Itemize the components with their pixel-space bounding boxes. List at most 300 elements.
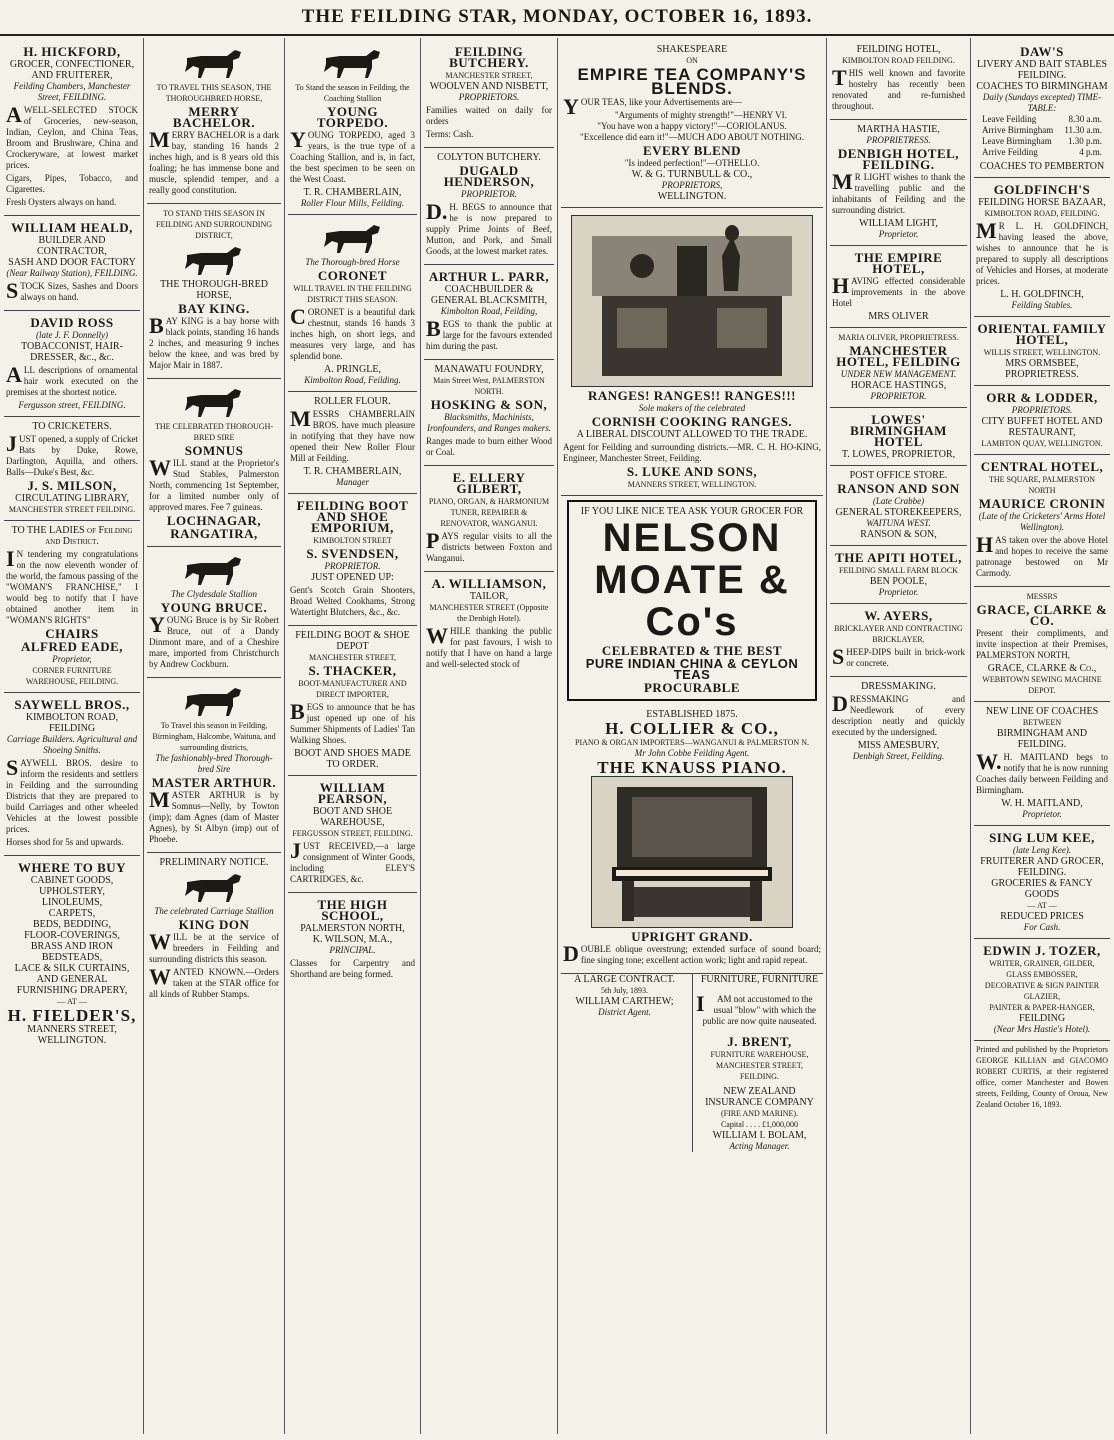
ad-address: Main Street West, PALMERSTON NORTH.	[433, 376, 545, 396]
ad-role: District Agent.	[598, 1007, 651, 1017]
ad-address: LAMBTON QUAY, WELLINGTON.	[981, 439, 1103, 448]
ad-nelson-moate	[567, 500, 817, 701]
horse-icon	[318, 46, 388, 80]
ad-name: T. LOWES, PROPRIETOR,	[841, 449, 956, 460]
ad-body: WHILE thanking the public for past favours, I wish to notify that I have on hand a large and well-selected stock of	[426, 623, 552, 669]
ad-on: ON	[686, 56, 698, 65]
ad-empire-tea	[561, 40, 823, 208]
ad-saywell	[4, 693, 140, 856]
ad-address: KIMBOLTON ROAD, FEILDING	[25, 712, 119, 734]
ad-somnus	[147, 379, 281, 547]
column-6	[830, 40, 967, 1432]
ad-williamson	[424, 572, 554, 677]
ad-name: ALFRED EADE,	[20, 639, 124, 654]
ad-thacker	[288, 626, 417, 776]
timetable-time: 8.30 a.m.	[1068, 114, 1102, 124]
timetable-stop: Arrive Birmingham	[982, 125, 1054, 135]
list-item: UPHOLSTERY,	[39, 886, 105, 897]
ad-sub: The celebrated Carriage Stallion	[154, 906, 274, 916]
ad-title: LOWES' BIRMINGHAM HOTEL	[850, 412, 947, 449]
ad-sub: EVERY BLEND	[642, 143, 742, 158]
ad-trade: CIRCULATING LIBRARY,	[15, 493, 129, 504]
ad-name: MASTER ARTHUR.	[151, 775, 277, 790]
ad-sign: WILLIAM LIGHT,	[859, 218, 938, 229]
ad-address: MANCHESTER STREET FEILDING.	[8, 505, 136, 514]
ad-parr	[424, 265, 554, 360]
ad-heald	[4, 216, 140, 311]
ad-name: WOOLVEN AND NISBETT,	[429, 81, 549, 92]
ad-address: Kimbolton Road, Feilding.	[304, 375, 401, 385]
ad-cricketers	[4, 417, 140, 521]
ad-sign: T. R. CHAMBERLAIN,	[303, 466, 402, 477]
ad-sign: A. PRINGLE,	[324, 364, 381, 375]
ad-at: — AT —	[57, 997, 87, 1006]
ad-maitland	[974, 702, 1110, 826]
ad-discount: A LIBERAL DISCOUNT ALLOWED TO THE TRADE.	[576, 429, 808, 440]
ad-name: RANSON AND SON	[837, 481, 960, 496]
horse-icon	[179, 243, 249, 277]
ad-title: CENTRAL HOTEL,	[980, 459, 1104, 474]
ad-daws-stables	[974, 40, 1110, 178]
ad-title: DRESSMAKING.	[861, 681, 936, 692]
ad-sign: HORACE HASTINGS,	[850, 380, 947, 391]
ad-date: 5th July, 1893.	[600, 986, 649, 995]
ad-title: TO CRICKETERS.	[32, 421, 112, 432]
ad-body: MR LIGHT wishes to thank the travelling public and the inhabitants of Feilding and the surrounding district.	[832, 169, 965, 215]
ad-pre: MESSRS	[1026, 592, 1058, 601]
ad-body: HAS taken over the above Hotel and hopes to receive the same patronage bestowed on Mr Carmody.	[976, 532, 1108, 578]
table-row	[976, 136, 1108, 147]
ad-large-contract	[561, 974, 688, 1152]
ad-name: BEN POOLE,	[869, 576, 928, 587]
ad-title: To Stand the season in Feilding, the Coaching Stallion	[295, 83, 410, 103]
ad-coronet	[288, 215, 417, 392]
ad-sub: (Near Mrs Hastie's Hotel).	[993, 1024, 1091, 1034]
ad-address: WEBBTOWN SEWING MACHINE DEPOT.	[982, 675, 1102, 695]
ad-sub: FEILDING SMALL FARM BLOCK	[839, 566, 958, 575]
ad-title: WILLIAM HEALD,	[11, 220, 133, 235]
ad-address: KIMBOLTON ROAD FEILDING.	[842, 56, 955, 65]
ad-title: ROLLER FLOUR.	[314, 396, 391, 407]
ad-role: Proprietor.	[878, 587, 919, 597]
ad-title: FURNITURE, FURNITURE	[700, 974, 819, 985]
ad-sub: For Cash.	[1023, 922, 1061, 932]
ad-name: YOUNG TORPEDO.	[316, 104, 389, 130]
ad-title: THE EMPIRE HOTEL,	[854, 250, 943, 276]
ad-name: GRACE, CLARKE & CO.	[976, 602, 1108, 628]
ad-sign: RANSON & SON,	[860, 529, 937, 540]
ad-title: FEILDING HOTEL,	[856, 44, 941, 55]
timetable-time: 1.30 p.m.	[1067, 136, 1102, 146]
ad-role: PROPRIETOR.	[870, 391, 927, 401]
horse-icon	[318, 221, 388, 255]
ad-body: BEGS to thank the public at large for the favours extended him during the past.	[426, 316, 552, 351]
ad-title: ORIENTAL FAMILY HOTEL,	[977, 321, 1107, 347]
ad-name: DAW'S	[1020, 44, 1064, 59]
ad-sign: WILLIAM CARTHEW;	[575, 996, 674, 1007]
ad-title: J. S. MILSON,	[27, 478, 117, 493]
ad-quote: "You have won a happy victory!"—CORIOLANUS.	[597, 121, 787, 131]
ad-sign: W. H. MAITLAND,	[1001, 798, 1083, 809]
ad-body: GROCERIES & FANCY GOODS	[991, 878, 1093, 900]
ad-manawatu-foundry	[424, 360, 554, 466]
ad-body: CORONET is a beautiful dark chestnut, stands 16 hands 3 inches high, on short legs, and measures very large, and has splendid bone.	[290, 304, 415, 361]
ad-name: EDWIN J. TOZER,	[983, 943, 1101, 958]
ad-kicker: IF YOU LIKE NICE TEA ASK YOUR GROCER FOR	[580, 506, 804, 517]
ad-body: DOUBLE oblique overstrung; extended surface of sound board; fine singing tone; excellent action work; light and rapid repeat.	[563, 941, 821, 966]
ad-sub: (Late Crabbe)	[872, 496, 925, 506]
ad-sub: Sole makers of the celebrated	[638, 403, 746, 413]
ad-body: Ranges made to burn either Wood or Coal.	[426, 436, 552, 457]
ad-role: PROPRIETORS.	[458, 92, 520, 102]
ad-sub: WILL TRAVEL IN THE FEILDING DISTRICT THIS SEASON.	[293, 284, 412, 304]
ad-sub: BOOT AND SHOES MADE TO ORDER.	[294, 748, 411, 770]
ad-address: WAITUNA WEST.	[866, 518, 931, 528]
ad-address: Roller Flour Mills, Feilding.	[300, 198, 405, 208]
ad-body: WANTED KNOWN.—Orders taken at the STAR office for all kinds of Rubber Stamps.	[149, 964, 279, 999]
ad-est: ESTABLISHED 1875.	[646, 709, 738, 720]
ad-name: MARTHA HASTIE,	[857, 124, 940, 135]
ad-body: YOUNG Bruce is by Sir Robert Bruce, out of a Dandy Dinmont mare, and of a Cheshire mare, imported from Christchurch by Andrew Cockburn.	[149, 612, 279, 669]
ad-trade: WRITER, GRAINER, GILDER, GLASS EMBOSSER,	[989, 959, 1095, 979]
ad-title: MANCHESTER HOTEL, FEILDING	[836, 343, 961, 369]
horse-icon	[179, 46, 249, 80]
ad-address: Feilding Chambers, Manchester Street, FEILDING.	[13, 81, 131, 102]
ad-address: KIMBOLTON STREET	[313, 536, 392, 545]
ad-body: JUST opened, a supply of Cricket Bats by Duke, Rowe, Darlington, Aquilla, and others. Balls—Duke's Best, &c.	[6, 431, 138, 477]
ad-sub: The fashionably-bred Thorough-bred Sire	[155, 753, 273, 774]
ad-sub: POST OFFICE STORE.	[849, 470, 948, 481]
ad-address: Kimbolton Road, Feilding,	[440, 306, 538, 316]
ad-title: SAYWELL BROS.,	[14, 697, 130, 712]
ad-master-arthur	[147, 678, 281, 853]
ad-title: COACHES TO BIRMINGHAM	[976, 81, 1108, 92]
horse-icon	[179, 684, 249, 718]
ad-body: Fresh Oysters always on hand.	[6, 197, 117, 207]
ad-title: The Clydesdale Stallion	[171, 589, 257, 599]
ad-cornish-ranges	[561, 208, 823, 496]
column-2	[147, 40, 281, 1432]
ad-ladies	[4, 521, 140, 693]
timetable-stop: Leave Birmingham	[982, 136, 1052, 146]
ad-trade: BUILDER AND CONTRACTOR,	[36, 235, 108, 257]
ad-body: IN tendering my congratulations on the now eleventh wonder of the world, the famous passing of the "WOMAN'S FRANCHISE," I would beg to notify that I have obtained another item in "WOMAN'S RIGHTS"	[6, 546, 138, 625]
ad-tozer	[974, 939, 1110, 1041]
ad-trade: LIVERY AND BAIT STABLES FEILDING.	[976, 59, 1108, 81]
ad-title: THE KNAUSS PIANO.	[597, 758, 787, 777]
ad-body: JUST RECEIVED,—a large consignment of Winter Goods, including ELEY'S CARTRIDGES, &c.	[290, 838, 415, 884]
masthead	[0, 0, 1114, 36]
ad-body: Families waited on daily for orders	[426, 105, 552, 126]
ad-body: BAY KING is a bay horse with black points, standing 16 hands 2 inches, and measuring 9 inches below the knee, and was bred by Major Mair in 1887.	[149, 313, 279, 370]
ad-title: CORNISH COOKING RANGES.	[591, 414, 793, 429]
ad-name: H. COLLIER & CO.,	[605, 719, 779, 738]
list-item: BEDS, BEDDING,	[32, 919, 112, 930]
ad-sub: THE THOROUGH-BRED HORSE,	[160, 279, 268, 301]
ad-title: NEW ZEALAND INSURANCE COMPANY	[705, 1086, 814, 1108]
piano-illustration	[591, 776, 793, 928]
ad-name: W. & G. TURNBULL & CO.,	[631, 169, 753, 180]
ad-address: Denbigh Street, Feilding.	[852, 751, 945, 761]
ad-name: HOSKING & SON,	[430, 397, 548, 412]
ad-sub: FEILDING HORSE BAZAAR,	[978, 197, 1106, 208]
ad-name: S. LUKE AND SONS,	[626, 464, 758, 479]
ad-title: TO TRAVEL THIS SEASON, THE THOROUGHBRED HORSE,	[156, 83, 272, 103]
ad-body: Terms: Cash.	[426, 129, 474, 139]
ad-city: WELLINGTON.	[37, 1035, 107, 1046]
ad-city-buffet	[974, 386, 1110, 455]
table-row	[976, 114, 1108, 125]
ad-title: To Travel this season in Feilding, Birmingham, Halcombe, Waituna, and surrounding districts,	[152, 721, 276, 752]
ad-sub: PROCURABLE	[643, 680, 740, 695]
ad-trade: BOOT AND SHOE WAREHOUSE,	[312, 806, 393, 828]
ad-quote: "Is indeed perfection!"—OTHELLO.	[624, 158, 760, 168]
ad-body: D.H. BEGS to announce that he is now prepared to supply Prime Joints of Beef, Mutton, and Pork, and Small Goods, at the lowest market rates.	[426, 199, 552, 256]
ad-body: MERRY BACHELOR is a dark bay, standing 16 hands 2 inches high, and is 8 years old this foaling; he has immense bone and muscle, splendid temper, and a really good constitution.	[149, 127, 279, 195]
table-row	[976, 125, 1108, 136]
ad-body: Gent's Scotch Grain Shooters, Broad Welted Cookhams, Strong Watertight Blutchers, &c., &c.	[290, 585, 415, 617]
ad-body: MASTER ARTHUR is by Somnus—Nelly, by Towton (imp); dam Agnes (dam of Master Agnes), by St Albyn (imp) out of Phoebe.	[149, 787, 279, 844]
ad-merry-bachelor	[147, 40, 281, 204]
ad-body: MR L. H. GOLDFINCH, having leased the above, wishes to announce that he is prepared to supply all descriptions of Vehicles and Horses, at moderate prices.	[976, 218, 1108, 286]
ad-name: MISS AMESBURY,	[857, 740, 940, 751]
ad-title: THE APITI HOTEL,	[835, 550, 962, 565]
ad-grace-clarke	[974, 587, 1110, 702]
ad-title: FEILDING BOOT & SHOE DEPOT	[295, 630, 410, 652]
ad-hickford	[4, 40, 140, 216]
ad-role: Feilding Stables.	[1011, 300, 1073, 310]
ad-name: MAURICE CRONIN	[978, 496, 1106, 511]
ad-sub: COACHES TO PEMBERTON	[979, 161, 1105, 172]
horse-icon	[179, 553, 249, 587]
ad-trade: BOOT-MANUFACTURER AND DIRECT IMPORTER,	[298, 679, 407, 699]
ad-title: FEILDING BOOT AND SHOE EMPORIUM,	[296, 498, 409, 535]
timetable-stop: Leave Feilding	[982, 114, 1037, 124]
ad-role: PRINCIPAL.	[329, 945, 376, 955]
ad-body: YOUR TEAS, like your Advertisements are—	[563, 94, 742, 119]
list-item: CABINET GOODS,	[30, 875, 114, 886]
column-rule	[420, 38, 421, 1434]
ad-denbigh-hotel	[830, 120, 967, 246]
ad-body: PAYS regular visits to all the districts between Foxton and Wanganui.	[426, 528, 552, 563]
ad-role: Proprietor.	[878, 229, 919, 239]
ad-title: GOLDFINCH'S	[993, 182, 1091, 197]
ad-young-torpedo	[288, 40, 417, 215]
ad-title: WHERE TO BUY	[17, 860, 127, 875]
ad-address: FEILDING.	[1017, 867, 1067, 878]
ad-title: EMPIRE TEA COMPANY'S	[577, 65, 807, 84]
ad-title: BLENDS.	[651, 79, 733, 98]
ad-ranson	[830, 466, 967, 546]
ad-high-school	[288, 893, 417, 987]
ad-young-bruce	[147, 547, 281, 678]
ad-address: MANCHESTER STREET, FEILDING.	[716, 1061, 803, 1081]
ad-caption: RANGES! RANGES!! RANGES!!!	[587, 388, 796, 403]
ad-sign: T. R. CHAMBERLAIN,	[303, 187, 402, 198]
ad-body: YOUNG TORPEDO, aged 3 years, is the true type of a Coaching Stallion, and is, in fact, the best specimen to be seen on the West Coast.	[290, 127, 415, 184]
ad-body: WILL be at the service of breeders in Feilding and surrounding districts this season.	[149, 929, 279, 964]
ad-brent	[692, 974, 823, 1152]
ad-role: Acting Manager.	[729, 1141, 790, 1151]
column-7	[974, 40, 1110, 1432]
ad-trade: TOBACCONIST, HAIR-DRESSER, &c., &c.	[21, 341, 123, 363]
table-row	[976, 147, 1108, 158]
ad-address: MANCHESTER STREET (Opposite the Denbigh Hotel).	[429, 603, 549, 623]
ad-name: H. FIELDER'S,	[7, 1006, 137, 1025]
ad-title: FEILDING BUTCHERY.	[449, 44, 529, 70]
ad-at: — AT —	[1027, 901, 1057, 910]
ad-bay-king	[147, 204, 281, 379]
imprint: Printed and published by the Proprietors GEORGE KILLIAN and GIACOMO ROBERT CURTIS, at their registered office, corner Manchester and Bowen streets, Feilding, County of Oroua, New Zealand October 16, 1893.	[976, 1045, 1108, 1109]
ad-body: DRESSMAKING and Needlework of every description neatly and quickly executed by the undersigned.	[832, 691, 965, 737]
ad-body: MESSRS CHAMBERLAIN BROS. have much pleasure in notifying that they have now opened their New Roller Flour Mill at Feilding.	[290, 406, 415, 463]
ad-title: A LARGE CONTRACT.	[574, 974, 675, 985]
ad-title: DENBIGH HOTEL, FEILDING.	[837, 146, 960, 172]
ad-role: Proprietor.	[1022, 809, 1062, 819]
ad-title: H. HICKFORD,	[23, 44, 121, 59]
ad-trade: FRUITERER AND GROCER,	[980, 856, 1104, 867]
ad-name: YOUNG BRUCE.	[160, 600, 268, 615]
ad-body: Horses shod for 5s and upwards.	[6, 837, 124, 847]
ad-role: Proprietor,	[52, 654, 92, 664]
ad-name: MARIA OLIVER, PROPRIETRESS.	[838, 333, 959, 342]
horse-icon	[179, 870, 249, 904]
ad-colyton-butchery	[424, 148, 554, 265]
ad-caption: UPRIGHT GRAND.	[631, 929, 753, 944]
ad-sign: GRACE, CLARKE & Co.,	[987, 663, 1097, 674]
ad-trade: Carriage Builders. Agricultural and Shoeing Smiths.	[6, 734, 138, 755]
ad-sub: BETWEEN	[1022, 718, 1062, 727]
ad-manchester-hotel	[830, 328, 967, 408]
ad-sub: (Late of the Cricketers' Arms Hotel Wellington).	[978, 511, 1106, 532]
ad-goldfinch	[974, 178, 1110, 317]
ad-roller-flour	[288, 392, 417, 494]
ad-body: WILL stand at the Proprietor's Stud Stables, Palmerston North, commencing 1st September, for a limited number only of approved mares. Fee 7 guineas.	[149, 455, 279, 512]
ad-kicker: SHAKESPEARE	[656, 44, 728, 55]
ad-trade: DECORATIVE & SIGN PAINTER GLAZIER,	[984, 981, 1100, 1001]
ad-sub: JUST OPENED UP:	[311, 572, 394, 583]
list-item: CARPETS,	[48, 908, 96, 919]
ad-title: PRELIMINARY NOTICE.	[159, 857, 269, 868]
ad-role: PROPRIETOR.	[460, 189, 518, 199]
list-item: BRASS AND IRON	[30, 941, 114, 952]
ad-title: NEW LINE OF COACHES	[985, 706, 1099, 717]
ad-address: MANCHESTER STREET,	[445, 71, 533, 80]
ad-address: THE SQUARE, PALMERSTON NORTH	[988, 475, 1095, 495]
ad-name: E. ELLERY GILBERT,	[452, 470, 526, 496]
ad-central-hotel	[974, 455, 1110, 587]
ad-address: KIMBOLTON ROAD, FEILDING.	[984, 209, 1100, 218]
list-item: LINOLEUMS,	[41, 897, 103, 908]
ad-address: FEILDING	[1018, 1013, 1066, 1024]
ad-address: MANNERS STREET, WELLINGTON.	[627, 480, 757, 489]
ad-feilding-butchery	[424, 40, 554, 148]
ad-role: PROPRIETRESS.	[866, 135, 931, 145]
list-item: FLOOR-COVERINGS,	[24, 930, 120, 941]
ad-trade: BRICKLAYER AND CONTRACTING BRICKLAYER.	[834, 624, 963, 644]
ad-title: DAVID ROSS	[30, 315, 114, 330]
ad-name: LOCHNAGAR,	[166, 513, 262, 528]
ad-dressmaking	[830, 677, 967, 767]
ad-title: MANAWATU FOUNDRY,	[434, 364, 544, 375]
ad-name: S. SVENDSEN,	[306, 546, 399, 561]
ad-title: THE HIGH SCHOOL,	[317, 897, 388, 923]
ad-quote: "Arguments of mighty strength!"—HENRY VI.	[614, 110, 787, 120]
ad-body: THIS well known and favorite hostelry has recently been renovated and re-furnished throughout.	[832, 65, 965, 111]
ad-sub: UNDER NEW MANAGEMENT.	[840, 369, 957, 379]
ad-sub: (late Leng Kee).	[1012, 845, 1072, 855]
ad-name: RANGATIRA,	[170, 526, 258, 541]
ad-feilding-hotel	[830, 40, 967, 120]
ad-name: KING DON	[178, 917, 250, 932]
ad-body: Cigars, Pipes, Tobacco, and Cigarettes.	[6, 173, 138, 194]
ad-apiti-hotel	[830, 546, 967, 604]
ad-sign: WILLIAM I. BOLAM,	[712, 1130, 807, 1141]
ad-trade: PIANO, ORGAN, & HARMONIUM TUNER, REPAIRER & RENOVATOR, WANGANUI.	[428, 497, 550, 528]
list-item: AND GENERAL	[36, 974, 108, 985]
ad-brand: NELSON MOATE & Co's	[594, 516, 790, 644]
ad-name: SING LUM KEE,	[989, 830, 1095, 845]
ad-sign: L. H. GOLDFINCH,	[1000, 289, 1084, 300]
ad-sing-lum-kee	[974, 826, 1110, 939]
ad-trade: PAINTER & PAPER-HANGER,	[989, 1003, 1095, 1012]
ad-name: MERRY BACHELOR.	[172, 104, 256, 130]
ad-pearson	[288, 776, 417, 893]
ad-name: DUGALD HENDERSON,	[443, 163, 535, 189]
ad-name: BAY KING.	[178, 301, 250, 316]
column-rule	[284, 38, 285, 1434]
list-item: BEDSTEADS,	[41, 952, 103, 963]
ad-name: S. THACKER,	[308, 663, 397, 678]
ad-title: THE CELEBRATED THOROUGH-BRED SIRE	[154, 422, 274, 442]
ad-title: CITY BUFFET HOTEL AND RESTAURANT,	[981, 416, 1103, 438]
column-1	[4, 40, 140, 1432]
ad-title: TO STAND THIS SEASON IN FEILDING AND SURROUNDING DISTRICT,	[156, 209, 272, 240]
split-row	[561, 974, 823, 1152]
ad-oriental-hotel	[974, 317, 1110, 386]
ad-body: HAVING effected considerable improvements in the above Hotel	[832, 273, 965, 308]
column-rule	[557, 38, 558, 1434]
ad-fielder	[4, 856, 140, 1051]
ad-gilbert	[424, 466, 554, 572]
column-rule	[970, 38, 971, 1434]
ad-body: Present their compliments, and invite inspection at their Premises, PALMERSTON NORTH,	[976, 628, 1108, 660]
column-5	[561, 40, 823, 1432]
ad-name: J. BRENT,	[727, 1034, 792, 1049]
ad-address: MANNERS STREET,	[27, 1024, 117, 1035]
ad-body: SAYWELL BROS. desire to inform the residents and settlers in Feilding and the surrounding Districts that they are prepared to build Carriages and other wheeled Vehicles at the lowest possible prices.	[6, 755, 138, 834]
ad-sub: (late J. F. Donnelly)	[35, 330, 109, 340]
ad-lowes-hotel	[830, 408, 967, 466]
ad-body: BEGS to announce that he has just opened up one of his Summer Shipments of Ladies' Tan Walking Shoes.	[290, 699, 415, 745]
ad-address: FERGUSSON STREET, FEILDING.	[292, 829, 413, 838]
ad-name: MRS OLIVER	[868, 311, 929, 322]
ad-body: IAM not accustomed to the usual "blow" with which the public are now quite nauseated.	[696, 991, 817, 1026]
ad-name: WILLIAM PEARSON,	[317, 780, 388, 806]
ad-body: SHEEP-DIPS built in brick-work or concrete.	[832, 644, 965, 669]
ad-svendsen	[288, 494, 417, 626]
ad-address: MANCHESTER STREET,	[309, 653, 396, 662]
ad-name: CORONET	[317, 268, 388, 283]
ad-agent: Mr John Cobbe Feilding Agent.	[634, 748, 750, 758]
ad-quote: "Excellence did earn it!"—MUCH ADO ABOUT NOTHING.	[580, 132, 804, 142]
ad-sub: REDUCED PRICES	[1000, 911, 1084, 922]
ad-address: WILLIS STREET, WELLINGTON.	[983, 348, 1101, 357]
ad-body: ALL descriptions of ornamental hair work executed on the premises at the shortest notice.	[6, 362, 138, 397]
ad-name: K. WILSON, M.A.,	[312, 934, 393, 945]
ad-name: ORR & LODDER,	[986, 390, 1098, 405]
ad-address: PALMERSTON NORTH,	[300, 923, 405, 934]
